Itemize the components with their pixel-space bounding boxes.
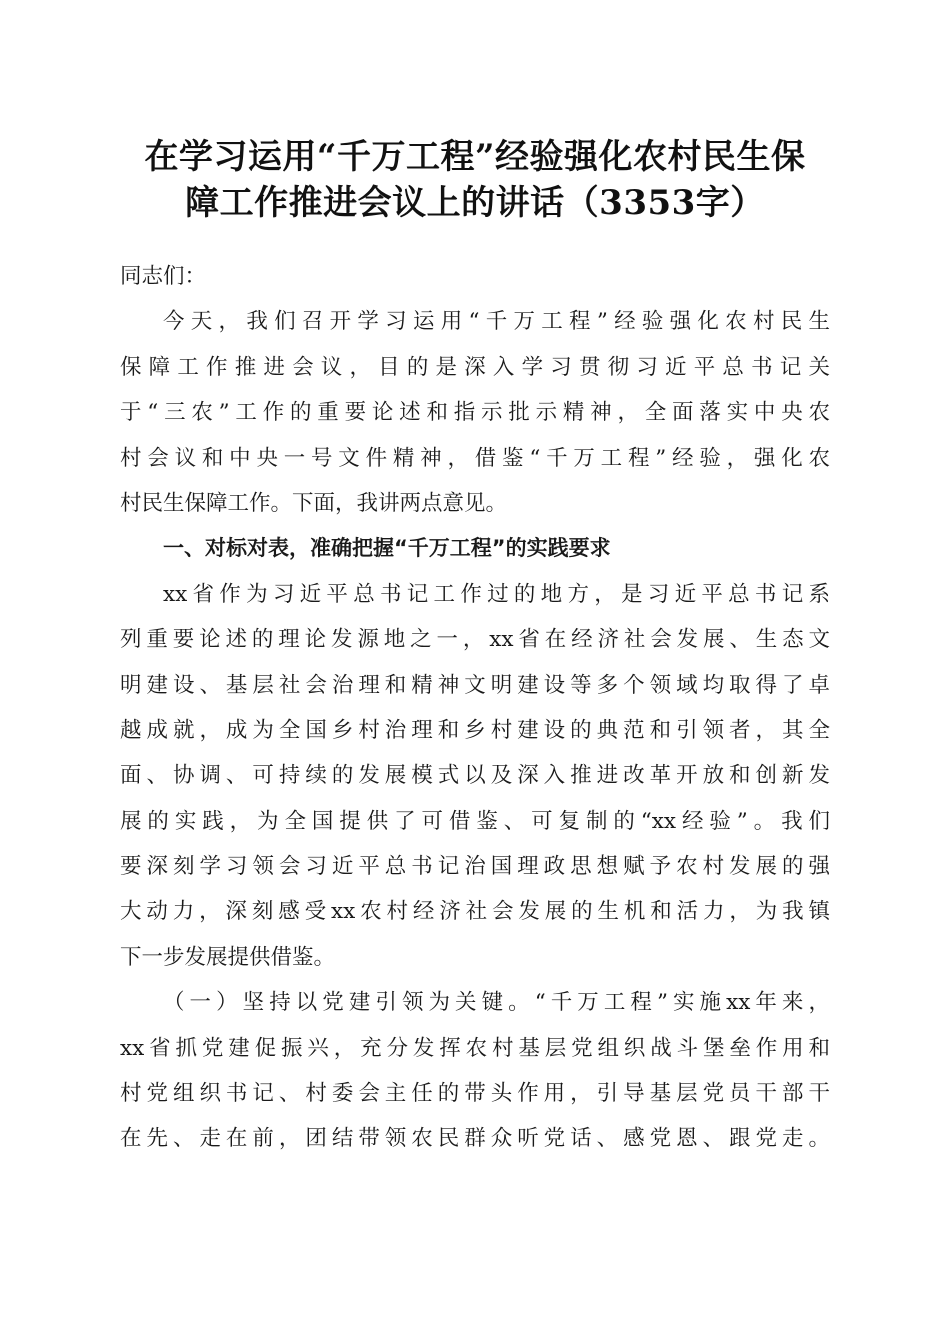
paragraph-line: 村民生保障工作。下面，我讲两点意见。: [120, 490, 508, 516]
document-title: [110, 134, 840, 226]
paragraph-subsection-1: [120, 980, 830, 1162]
paragraph-line: 明建设、基层社会治理和精神文明建设等多个领域均取得了卓: [120, 672, 830, 698]
title-line-2: 障工作推进会议上的讲话（3353字）: [185, 183, 765, 223]
paragraph-line: 大动力，深刻感受xx农村经济社会发展的生机和活力，为我镇: [120, 899, 830, 925]
paragraph-line: 村会议和中央一号文件精神，借鉴“千万工程”经验，强化农: [120, 445, 830, 471]
salutation: 同志们：: [120, 264, 207, 289]
paragraph-line: 要深刻学习领会习近平总书记治国理政思想赋予农村发展的强: [120, 854, 830, 880]
paragraph-line: 于“三农”工作的重要论述和指示批示精神，全面落实中央农: [120, 400, 830, 426]
paragraph-line: xx省作为习近平总书记工作过的地方，是习近平总书记系: [163, 581, 830, 607]
paragraph-line: 在先、走在前，团结带领农民群众听党话、感党恩、跟党走。: [120, 1126, 830, 1152]
section-heading-1: 一、对标对表，准确把握“千万工程”的实践要求: [163, 536, 611, 561]
paragraph-line: 列重要论述的理论发源地之一，xx省在经济社会发展、生态文: [120, 627, 830, 653]
paragraph-intro: [120, 299, 830, 526]
paragraph-line: 保障工作推进会议，目的是深入学习贯彻习近平总书记关: [120, 354, 830, 380]
document-body: [120, 254, 830, 1162]
paragraph-line: 面、协调、可持续的发展模式以及深入推进改革开放和创新发: [120, 763, 830, 789]
paragraph-line: 下一步发展提供借鉴。: [120, 944, 336, 970]
paragraph-line: 展的实践，为全国提供了可借鉴、可复制的“xx经验”。我们: [120, 808, 830, 834]
paragraph-section1: [120, 572, 830, 981]
paragraph-line: xx省抓党建促振兴，充分发挥农村基层党组织战斗堡垒作用和: [120, 1035, 830, 1061]
title-line-1: 在学习运用“千万工程”经验强化农村民生保: [144, 137, 806, 177]
paragraph-line: 越成就，成为全国乡村治理和乡村建设的典范和引领者，其全: [120, 717, 830, 743]
paragraph-line: （一）坚持以党建引领为关键。“千万工程”实施xx年来，: [163, 990, 830, 1016]
paragraph-line: 村党组织书记、村委会主任的带头作用，引导基层党员干部干: [120, 1081, 830, 1107]
paragraph-line: 今天，我们召开学习运用“千万工程”经验强化农村民生: [163, 309, 830, 335]
